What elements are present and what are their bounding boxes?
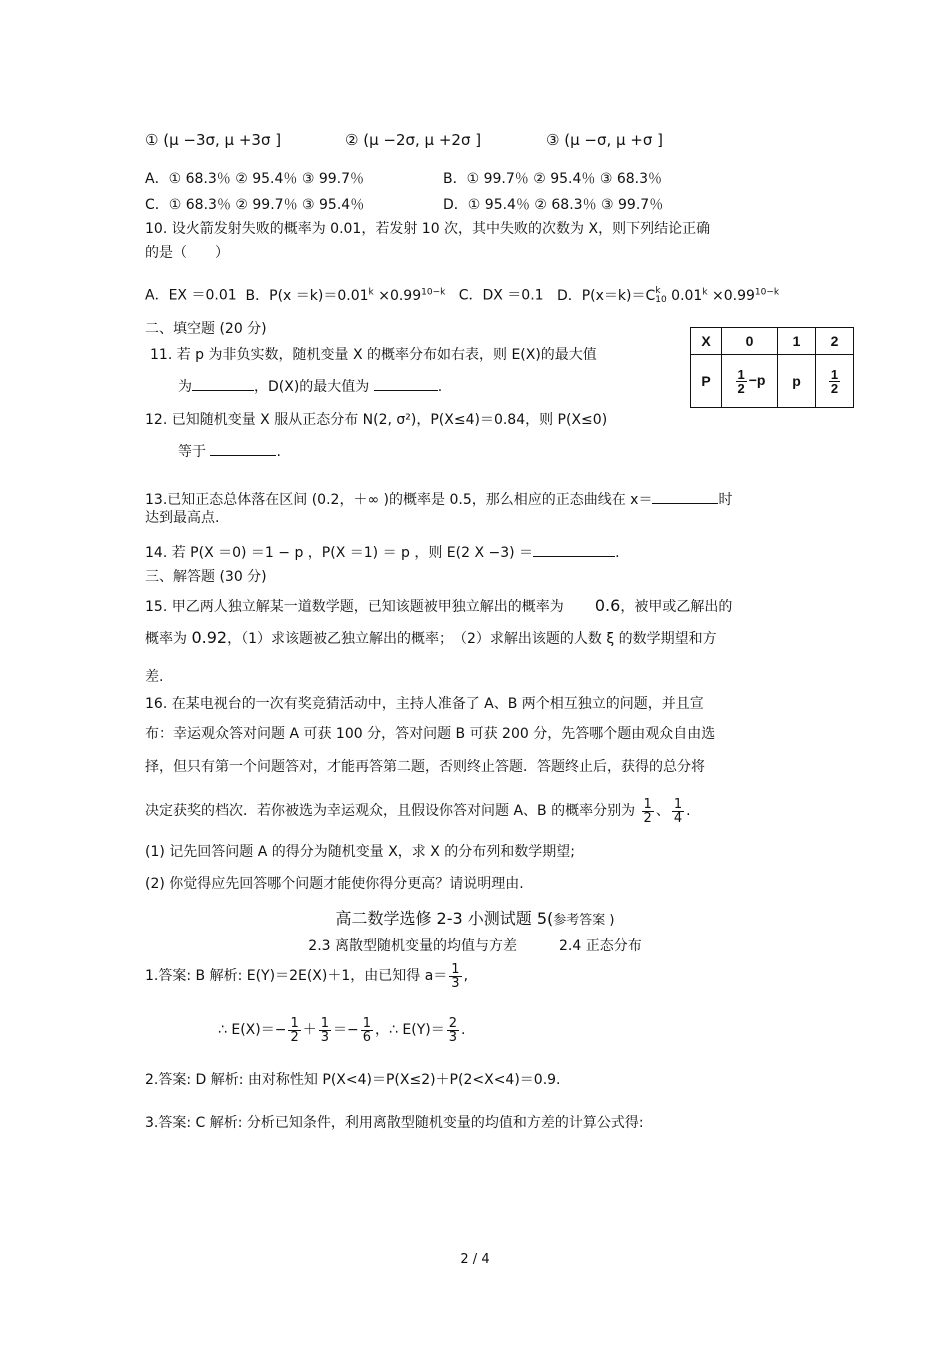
q9-interval-2: ② (μ −2σ, μ +2σ ] bbox=[345, 131, 482, 149]
q9-option-d: D．① 95.4％ ② 68.3％ ③ 99.7％ bbox=[443, 197, 664, 213]
table-cell-p2: $\frac{1}{2}$ bbox=[816, 355, 854, 408]
answer-3: 3.答案: C 解析: 分析已知条件，利用离散型随机变量的均值和方差的计算公式得: bbox=[145, 1115, 644, 1131]
section-solutions: 三、解答题 (30 分) bbox=[145, 569, 267, 585]
table-header-2: 2 bbox=[816, 328, 854, 355]
q15-line-2: 概率为 0.92，（1）求该题被乙独立解出的概率； （2）求解出该题的人数 ξ 的数学期望和方 bbox=[145, 628, 717, 647]
section-fill-in: 二、填空题 (20 分) bbox=[145, 321, 267, 337]
q13-line-1: 13.已知正态总体落在区间 (0.2，＋∞ )的概率是 0.5，那么相应的正态曲线在 x＝ 时 bbox=[145, 489, 732, 509]
q10-option-a: A．EX ＝0.01 bbox=[145, 287, 237, 304]
table-header-1: 1 bbox=[778, 328, 816, 355]
q16-line-3: 择，但只有第一个问题答对，才能再答第二题，否则终止答题．答题终止后，获得的总分将 bbox=[145, 759, 705, 775]
answer-2: 2.答案: D 解析: 由对称性知 P(X<4)＝P(X≤2)＋P(2<X<4)＝0.9. bbox=[145, 1072, 561, 1088]
q9-option-b: B．① 99.7％ ② 95.4％ ③ 68.3％ bbox=[443, 171, 663, 187]
q12-line-2: 等于 . bbox=[178, 441, 281, 461]
q15-line-3: 差. bbox=[145, 669, 164, 685]
table-cell-p0: $\frac{1}{2}$ −p bbox=[722, 355, 778, 408]
q10-option-c: C．DX ＝0.1 bbox=[458, 287, 544, 304]
table-header-0: 0 bbox=[722, 328, 778, 355]
table-row-label: P bbox=[691, 355, 722, 408]
page-number: 2 / 4 bbox=[460, 1252, 490, 1267]
answers-title: 高二数学选修 2-3 小测试题 5(参考答案 ) bbox=[335, 909, 615, 928]
q10-option-d: D．P(x＝k)＝C k 10 $0.01^k \times 0.99^{10-k}$ bbox=[556, 285, 780, 305]
q16-line-4: 决定获奖的档次．若你被选为幸运观众，且假设你答对问题 A、B 的概率分别为 $\frac{1}{2}$ 、 $\frac{1}{4}$ . bbox=[145, 796, 691, 826]
q16-line-2: 布：幸运观众答对问题 A 可获 100 分，答对问题 B 可获 200 分，先答哪个题由观众自由选 bbox=[145, 726, 716, 742]
table-cell-p1: p bbox=[778, 355, 816, 408]
q10-stem-2: 的是（ ） bbox=[145, 245, 229, 261]
q11-line-2: 为 ，D(X)的最大值为 . bbox=[178, 376, 442, 396]
q9-option-a: A．① 68.3％ ② 95.4％ ③ 99.7％ bbox=[145, 171, 364, 187]
answer-1-line-1: 1.答案: B 解析: E(Y)＝2E(X)＋1，由已知得 a＝ $\frac{1}{3}$ , bbox=[145, 961, 469, 991]
q10-options bbox=[145, 283, 779, 305]
q16-part-1: (1) 记先回答问题 A 的得分为随机变量 X，求 X 的分布列和数学期望; bbox=[145, 844, 576, 860]
q12-line-1: 12. 已知随机变量 X 服从正态分布 N(2, σ²)，P(X≤4)＝0.84，则 P(X≤0) bbox=[145, 412, 608, 428]
q10-option-b: B．$P(x =k)=0.01^k \times 0.99^{10-k}$ bbox=[245, 287, 446, 304]
q9-interval-3: ③ (μ −σ, μ +σ ] bbox=[546, 131, 663, 149]
q16-line-1: 16. 在某电视台的一次有奖竞猜活动中，主持人准备了 A、B 两个相互独立的问题，并且宣 bbox=[145, 696, 704, 712]
q11-line-1: 11. 若 p 为非负实数，随机变量 X 的概率分布如右表，则 E(X)的最大值 bbox=[150, 347, 597, 363]
table-header-x: X bbox=[691, 328, 722, 355]
q9-interval-1: ① (μ −3σ, μ +3σ ] bbox=[145, 131, 282, 149]
answer-1-line-2: ∴ E(X)＝− $\frac{1}{2}$ ＋ $\frac{1}{3}$ ＝− $\frac{1}{6}$ ，∴ E(Y)＝ $\frac{2}{3}$ . bbox=[218, 1015, 466, 1045]
q15-line-1: 15. 甲乙两人独立解某一道数学题，已知该题被甲独立解出的概率为 0.6，被甲或乙解出的 bbox=[145, 596, 733, 615]
q9-option-c: C．① 68.3％ ② 99.7％ ③ 95.4％ bbox=[145, 197, 365, 213]
answers-subtitle: 2.3 离散型随机变量的均值与方差 2.4 正态分布 bbox=[308, 938, 642, 954]
q14: 14. 若 P(X ＝0) ＝1 − p ，P(X ＝1) ＝ p ，则 E(2 X −3) ＝ . bbox=[145, 542, 620, 562]
q16-part-2: (2) 你觉得应先回答哪个问题才能使你得分更高？请说明理由. bbox=[145, 876, 524, 892]
q13-line-2: 达到最高点. bbox=[145, 510, 220, 526]
distribution-table bbox=[690, 327, 854, 408]
q10-stem: 10. 设火箭发射失败的概率为 0.01，若发射 10 次，其中失败的次数为 X，则下列结论正确 bbox=[145, 221, 711, 237]
